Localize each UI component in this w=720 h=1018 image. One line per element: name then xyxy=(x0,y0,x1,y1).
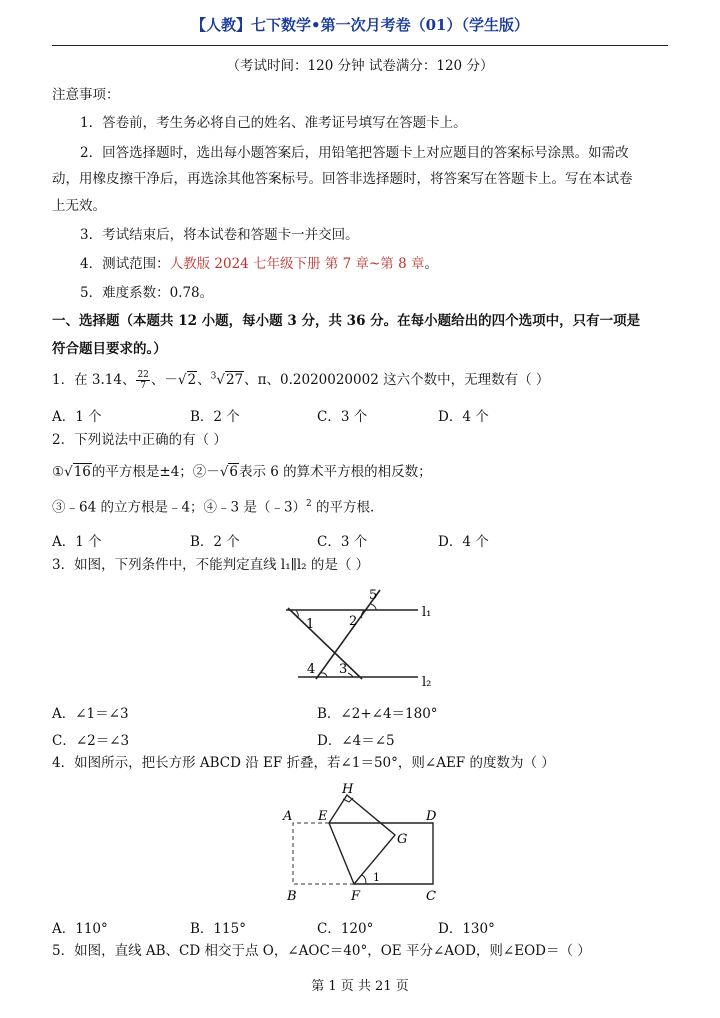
q2-statement-line-1: ①√16的平方根是±4；②－√6表示 6 的算术平方根的相反数； xyxy=(52,464,432,480)
original-fold-outline xyxy=(293,823,354,884)
angle-1-arc xyxy=(361,875,366,884)
fig-label-4: 4 xyxy=(307,662,316,677)
q1-sep-2: 、 xyxy=(197,372,211,388)
fig-label-3: 3 xyxy=(339,662,348,677)
q2-statement-line-2 xyxy=(52,500,374,515)
q3-option-b: B．∠2+∠4＝180° xyxy=(317,706,438,722)
q4-option-c: C．120° xyxy=(317,921,374,937)
section-1-heading-line-2: 符合题目要求的。） xyxy=(52,341,167,357)
q2-l1-c: 表示 6 的算术平方根的相反数； xyxy=(239,464,432,480)
fig-label-l2: l₂ xyxy=(422,675,432,690)
q2-option-d: D．4 个 xyxy=(438,534,489,550)
question-4-stem: 4．如图所示，把长方形 ABCD 沿 EF 折叠，若∠1＝50°，则∠AEF 的度数为（ ） xyxy=(52,755,555,771)
q3-option-c: C．∠2＝∠3 xyxy=(52,733,130,749)
q1-option-d: D．4 个 xyxy=(438,409,489,425)
q1-option-a: A．1 个 xyxy=(52,409,102,425)
note-2-line-2: 动，用橡皮擦干净后，再选涂其他答案标号。回答非选择题时，将答案写在答题卡上。写在本试卷 xyxy=(52,171,633,187)
rectangle-outline xyxy=(329,823,433,884)
q4-option-b: B．115° xyxy=(190,921,246,937)
notes-heading: 注意事项： xyxy=(52,87,120,103)
q4-option-a: A．110° xyxy=(52,921,108,937)
q2-l1-a: ① xyxy=(52,464,65,480)
q1-fraction xyxy=(136,370,149,391)
page-footer: 第 1 页 共 21 页 xyxy=(311,979,409,994)
q1-radicand-2: 27 xyxy=(225,372,244,388)
q2-l2-b: 的平方根. xyxy=(311,499,375,516)
note-4-prefix: 4．测试范围： xyxy=(80,256,170,272)
q1-root-index: 3 xyxy=(210,371,217,382)
question-1-stem: 1．在 3.14、 $\frac{22}{7}$ 、－√2、$^3$√27、π、0.2020020002 这六个数中，无理数有（ ） xyxy=(52,370,550,391)
q1-option-b: B．2 个 xyxy=(190,409,240,425)
fig-label-b: B xyxy=(287,889,297,904)
fig-label-h: H xyxy=(342,783,354,797)
q3-option-d: D．∠4＝∠5 xyxy=(317,733,395,749)
test-range: 人教版 2024 七年级下册 第 7 章~第 8 章 xyxy=(169,256,425,272)
fig-label-a: A xyxy=(283,809,293,824)
question-3-stem: 3．如图，下列条件中，不能判定直线 l₁∥l₂ 的是（ ） xyxy=(52,557,370,573)
q1-lead: 1．在 3.14、 xyxy=(52,372,136,388)
fig-label-1: 1 xyxy=(306,617,315,632)
q2-radicand-2: 6 xyxy=(229,464,239,480)
fig-label-angle-1: 1 xyxy=(373,871,380,884)
page-title: 【人教】七下数学•第一次月考卷（01）（学生版） xyxy=(191,16,529,34)
fig-label-e: E xyxy=(318,809,328,824)
q1-sep-1: 、－ xyxy=(150,372,178,388)
header-divider xyxy=(52,45,668,46)
fig-label-2: 2 xyxy=(349,614,358,629)
q4-option-d: D．130° xyxy=(438,921,495,937)
fig-label-g: G xyxy=(397,832,408,847)
question-2-stem: 2．下列说法中正确的有（ ） xyxy=(52,432,227,448)
q1-tail: 、π、0.2020020002 这六个数中，无理数有（ ） xyxy=(244,372,550,388)
q2-radicand-1: 16 xyxy=(73,464,91,480)
note-5: 5．难度系数：0.78。 xyxy=(80,285,214,301)
q4-folded-rectangle-figure xyxy=(280,783,445,905)
q1-option-c: C．3 个 xyxy=(317,409,368,425)
note-2-line-3: 上无效。 xyxy=(52,198,106,214)
note-1: 1．答卷前，考生务必将自己的姓名、准考证号填写在答题卡上。 xyxy=(80,115,467,131)
angle-5-arc xyxy=(371,604,376,610)
q1-radicand-1: 2 xyxy=(187,372,197,388)
note-4 xyxy=(80,258,438,272)
fig-label-d: D xyxy=(426,809,437,824)
q3-option-a: A．∠1＝∠3 xyxy=(52,706,129,722)
q1-fraction-numerator: 22 xyxy=(137,370,149,380)
question-5-stem: 5．如图，直线 AB、CD 相交于点 O，∠AOC＝40°，OE 平分∠AOD，则∠EOD＝（ ） xyxy=(52,943,591,959)
q2-option-c: C．3 个 xyxy=(317,534,368,550)
q1-fraction-denominator: 7 xyxy=(140,381,147,391)
note-3: 3．考试结束后，将本试卷和答题卡一并交回。 xyxy=(80,227,359,243)
q2-l2-a: ③﹣64 的立方根是﹣4；④﹣3 是（﹣3） xyxy=(52,499,307,516)
fig-label-l1: l₁ xyxy=(422,605,432,620)
exam-info: （考试时间：120 分钟 试卷满分：120 分） xyxy=(226,58,494,74)
q3-parallel-lines-figure xyxy=(280,586,440,694)
q2-option-b: B．2 个 xyxy=(190,534,240,550)
section-1-heading-line-1: 一、选择题（本题共 12 小题，每小题 3 分，共 36 分。在每小题给出的四个选项中，只有一项是 xyxy=(52,313,641,329)
q2-l1-b: 的平方根是±4；②－ xyxy=(91,464,220,480)
note-2-line-1: 2．回答选择题时，选出每小题答案后，用铅笔把答题卡上对应题目的答案标号涂黑。如需改 xyxy=(80,145,629,161)
q2-option-a: A．1 个 xyxy=(52,534,102,550)
fig-label-f: F xyxy=(351,889,361,904)
folded-part xyxy=(329,795,395,884)
q2-exponent: 2 xyxy=(306,499,312,509)
fig-label-5: 5 xyxy=(369,588,378,603)
note-4-suffix: 。 xyxy=(424,256,438,272)
fig-label-c: C xyxy=(426,889,436,904)
